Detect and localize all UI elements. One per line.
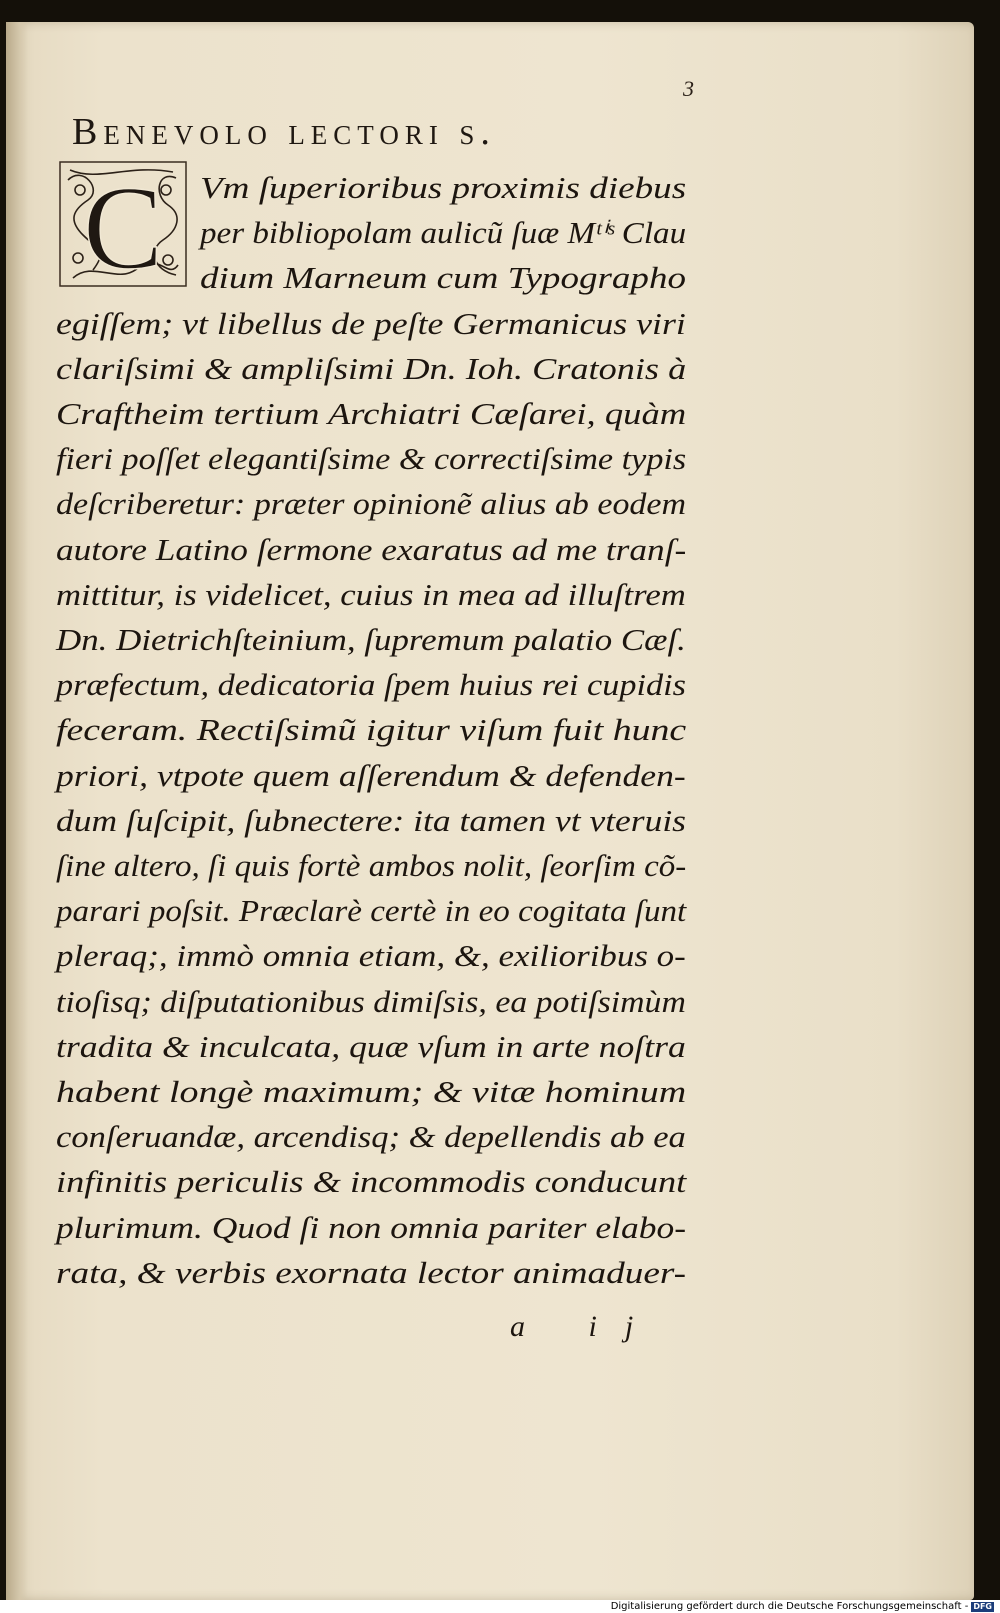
catchword: a ij [510, 1310, 662, 1343]
footer-credit-row [611, 1600, 994, 1613]
text-line: rata, & verbis exornata lector animaduer- [56, 1254, 687, 1290]
page-gutter [6, 22, 28, 1600]
text-line: fieri poſſet elegantiſsime & correctiſsime typis [56, 441, 687, 477]
page-heading: Benevolo lectori s. [72, 111, 496, 153]
text-line: conſeruandæ, arcendisq; & depellendis ab ea [56, 1119, 686, 1155]
text-line: dum ſuſcipit, ſubnectere: ita tamen vt vteruis [56, 802, 687, 838]
text-line: per bibliopolam aulicũ ſuæ Mᵗⁱˢ Clau [200, 215, 687, 251]
text-line: tradita & inculcata, quæ vſum in arte noſtra [56, 1028, 686, 1064]
text-line: autore Latino ſermone exaratus ad me tranſ- [56, 531, 687, 567]
text-line: pleraq;, immò omnia etiam, &, exilioribus o- [56, 938, 686, 974]
text-line: Vm ſuperioribus proximis diebus [200, 170, 687, 205]
text-line: dium Marneum cum Typographo [200, 260, 687, 296]
text-line: ſine altero, ſi quis fortè ambos nolit, ſeorſim cõ- [56, 848, 687, 883]
text-line: mittitur, is videlicet, cuius in mea ad illuſtrem [56, 576, 686, 612]
text-line: deſcriberetur: præter opinionẽ alius ab eodem [56, 486, 687, 522]
footer-bar [0, 1600, 1000, 1613]
initial-letter: C [82, 161, 164, 288]
text-line: clariſsimi & ampliſsimi Dn. Ioh. Cratonis à [56, 350, 687, 386]
footer-credit: Digitalisierung gefördert durch die Deutsche Forschungsgemeinschaft - [610, 1601, 969, 1612]
text-line: infinitis periculis & incommodis conducunt [56, 1164, 687, 1200]
text-line: egiſſem; vt libellus de peſte Germanicus viri [56, 305, 686, 341]
text-line: habent longè maximum; & vitæ hominum [56, 1074, 687, 1109]
text-line: priori, vtpote quem aſſerendum & defenden- [56, 757, 686, 793]
dfg-logo-icon: DFG [973, 1601, 992, 1611]
text-line: plurimum. Quod ſi non omnia pariter elabo- [56, 1209, 687, 1245]
text-line: Craftheim tertium Archiatri Cæſarei, quàm [56, 396, 687, 431]
folio-number: 3 [683, 76, 694, 101]
decorated-initial [58, 160, 188, 288]
text-line: præfectum, dedicatoria ſpem huius rei cupidis [56, 667, 686, 703]
text-line: feceram. Rectiſsimũ igitur viſum fuit hunc [56, 712, 687, 748]
text-line: tioſisq; diſputationibus dimiſsis, ea potiſsimùm [56, 983, 686, 1019]
text-line: parari poſsit. Præclarè certè in eo cogitata ſunt [56, 893, 687, 929]
text-line: Dn. Dietrichſteinium, ſupremum palatio Cæſ. [56, 622, 686, 657]
